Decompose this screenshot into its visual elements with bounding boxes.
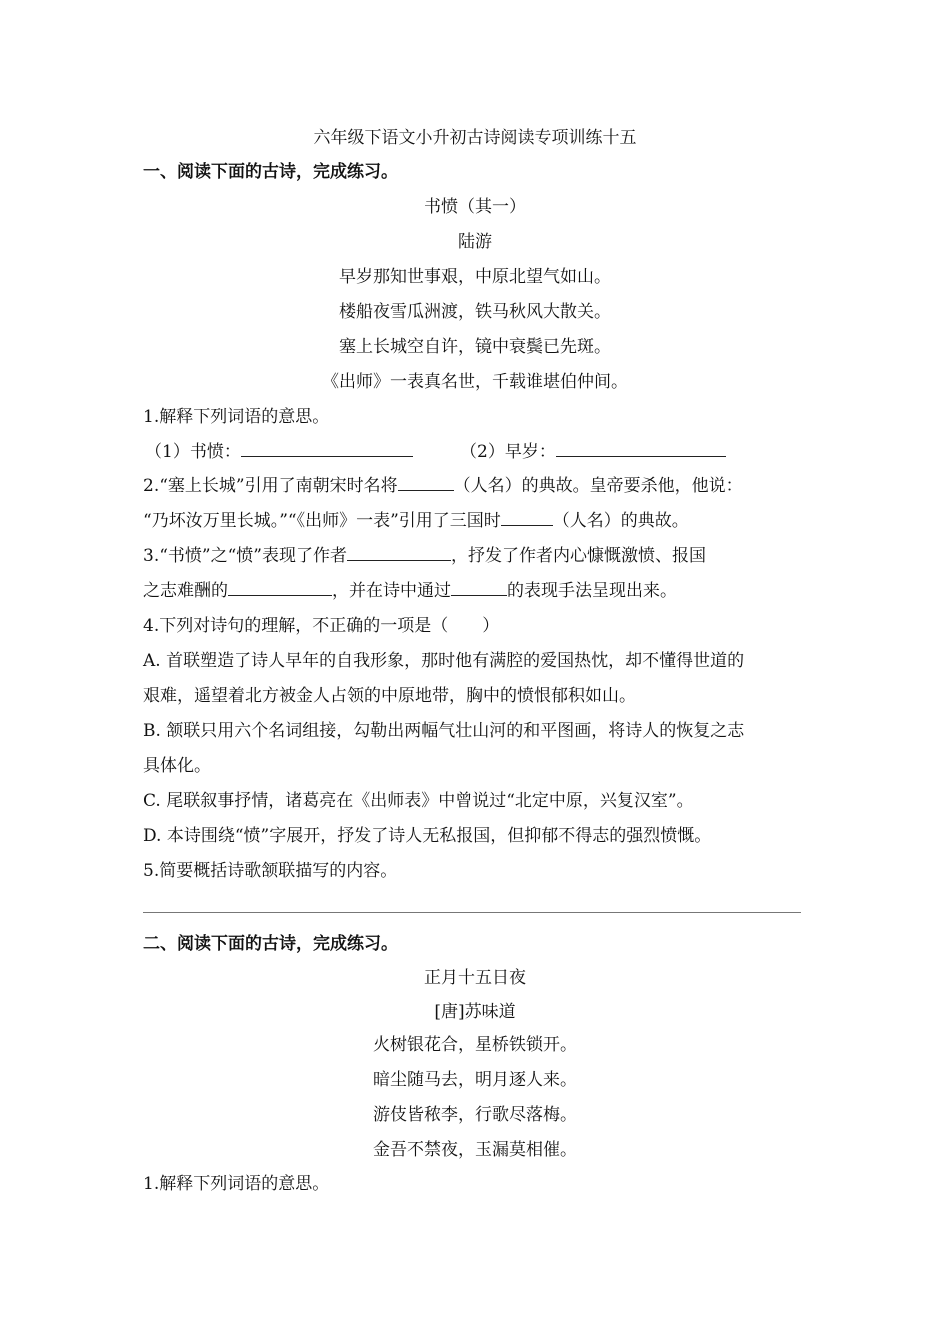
s1-question-1: 1.解释下列词语的意思。 (143, 407, 330, 427)
poem1-title: 书愤（其一） (424, 197, 526, 217)
poem1-line-1: 早岁那知世事艰，中原北望气如山。 (339, 267, 611, 287)
answer-blank[interactable] (556, 440, 726, 457)
s1-q1a-label: （1）书愤： (145, 442, 241, 462)
q3-text: 之志难酬的 (143, 581, 228, 601)
poem1-line-3: 塞上长城空自许，镜中衰鬓已先斑。 (339, 337, 611, 357)
poem1-line-4: 《出师》一表真名世，千载谁堪伯仲间。 (322, 372, 628, 392)
s1-q1b-label: （2）早岁： (460, 442, 556, 462)
section1-heading: 一、阅读下面的古诗，完成练习。 (143, 162, 398, 182)
poem2-line-1: 火树银花合，星桥铁锁开。 (373, 1035, 577, 1055)
s1-question-4: 4.下列对诗句的理解，不正确的一项是（ ） (143, 616, 500, 636)
q2-text: 2.“塞上长城”引用了南朝宋时名将 (143, 476, 398, 496)
s1-question-5: 5.简要概括诗歌颔联描写的内容。 (143, 861, 398, 881)
s2-question-1: 1.解释下列词语的意思。 (143, 1174, 330, 1194)
q4-option-d: D. 本诗围绕“愤”字展开，抒发了诗人无私报国，但抑郁不得志的强烈愤慨。 (143, 826, 712, 846)
q3-text: ，并在诗中通过 (332, 581, 451, 601)
poem2-line-2: 暗尘随马去，明月逐人来。 (373, 1070, 577, 1090)
answer-blank[interactable] (398, 474, 454, 491)
q4-option-c: C. 尾联叙事抒情，诸葛亮在《出师表》中曾说过“北定中原，兴复汉室”。 (143, 791, 694, 811)
poem2-line-4: 金吾不禁夜，玉漏莫相催。 (373, 1140, 577, 1160)
s1-question-3-line-1 (143, 544, 706, 568)
section2-heading: 二、阅读下面的古诗，完成练习。 (143, 934, 398, 954)
poem2-author: [唐]苏味道 (434, 1002, 516, 1022)
q2-text: （人名）的典故。 (552, 511, 689, 531)
q4-option-b-line-2: 具体化。 (143, 756, 211, 776)
poem1-author: 陆游 (458, 232, 492, 252)
q3-text: 3.“书愤”之“愤”表现了作者 (143, 546, 347, 566)
q2-text: （人名）的典故。皇帝要杀他，他说： (453, 476, 743, 496)
s1-question-2-line-2 (143, 509, 689, 533)
q4-option-a-line-2: 艰难，遥望着北方被金人占领的中原地带，胸中的愤恨郁积如山。 (143, 686, 636, 706)
s1-question-3-line-2 (143, 579, 677, 603)
s1-q1-item-a (145, 440, 413, 464)
q2-text: “乃坏汝万里长城。”“《出师》一表”引用了三国时 (143, 511, 501, 531)
poem2-line-3: 游伎皆秾李，行歌尽落梅。 (373, 1105, 577, 1125)
document-title: 六年级下语文小升初古诗阅读专项训练十五 (313, 128, 637, 148)
poem2-title: 正月十五日夜 (424, 968, 526, 988)
answer-blank[interactable] (451, 579, 507, 596)
s1-q1-item-b (460, 440, 726, 464)
answer-line[interactable] (143, 912, 801, 913)
answer-blank[interactable] (347, 544, 451, 561)
poem1-line-2: 楼船夜雪瓜洲渡，铁马秋风大散关。 (339, 302, 611, 322)
q4-option-b-line-1: B. 颔联只用六个名词组接，勾勒出两幅气壮山河的和平图画，将诗人的恢复之志 (143, 721, 745, 741)
answer-blank[interactable] (228, 579, 332, 596)
q3-text: ，抒发了作者内心慷慨激愤、报国 (450, 546, 706, 566)
answer-blank[interactable] (501, 509, 553, 526)
q3-text: 的表现手法呈现出来。 (507, 581, 677, 601)
q4-option-a-line-1: A. 首联塑造了诗人早年的自我形象，那时他有满腔的爱国热忱，却不懂得世道的 (143, 651, 745, 671)
answer-blank[interactable] (241, 440, 413, 457)
s1-question-2-line-1 (143, 474, 743, 498)
